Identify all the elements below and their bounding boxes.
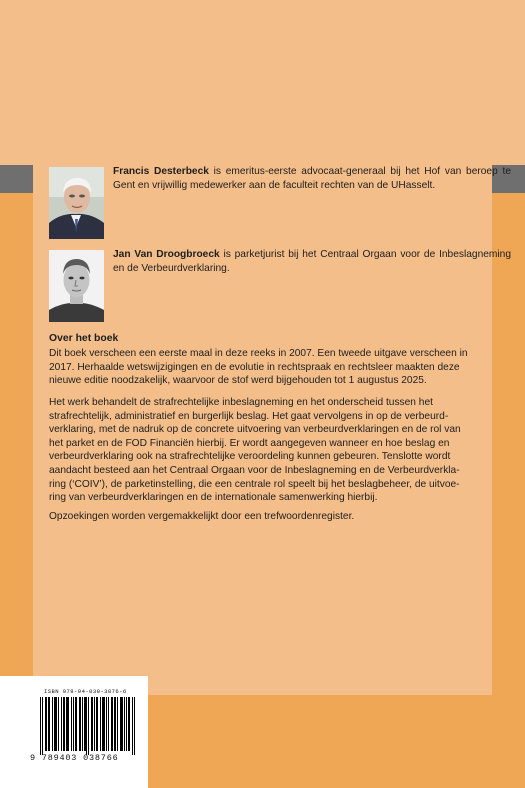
barcode-bar xyxy=(75,697,76,751)
barcode-bar xyxy=(46,697,47,751)
barcode-bar xyxy=(102,697,103,751)
barcode-bar xyxy=(111,697,112,751)
barcode-bar xyxy=(61,697,62,751)
barcode-bar xyxy=(84,697,85,751)
barcode-bar xyxy=(108,697,109,751)
about-paragraph-2: Het werk behandelt de strafrechtelijke inbeslagneming en het onderscheid tussen het strafrechtelijk, administratief en burgerlijk beslag. Het gaat vervolgens in op de verbeurd-verklaring, met de nadruk op de concrete uitvoering van verbeurdverklaringen en de rol van het parket en de FOD Financiën hierbij. Er wordt aangegeven wanneer en hoe beslag en verbeurdverklaring ook na strafrechtelijke veroordeling kunnen gebeuren. Tenslotte wordt aandacht besteed aan het Centraal Orgaan voor de Inbeslagneming en de Verbeurdverkla-ring (‘COIV’), de parketinstelling, die een centrale rol speelt bij het beslagbeheer, de uitvoe-ring van verbeurdverklaringen en de internationale samenwerking hierbij. xyxy=(49,397,461,504)
barcode-bar xyxy=(54,697,55,751)
barcode-bar xyxy=(122,697,123,751)
barcode-bar xyxy=(40,697,41,755)
author-bio-text-1: is emeritus-eerste advocaat-generaal bij het Hof van beroep te Gent en vrijwillig medewerker aan de faculteit rechten van de UHasselt. xyxy=(113,166,511,192)
author-photo-2 xyxy=(49,250,104,322)
barcode-bar xyxy=(63,697,64,751)
barcode-bar xyxy=(103,697,104,751)
barcode-bar xyxy=(58,697,59,751)
barcode-bar xyxy=(88,697,89,755)
barcode-digits: 9 789403 038766 xyxy=(30,753,119,763)
barcode-bar xyxy=(94,697,95,751)
about-title: Over het boek xyxy=(49,333,119,344)
barcode-bar xyxy=(56,697,57,751)
left-orange-band xyxy=(0,193,33,695)
barcode-bar xyxy=(55,697,56,751)
isbn-label: ISBN 978-94-030-3876-6 xyxy=(44,688,127,695)
barcode-bar xyxy=(96,697,97,751)
barcode-bar xyxy=(66,697,67,751)
barcode-bar xyxy=(52,697,53,751)
barcode-bar xyxy=(128,697,129,751)
barcode-bar xyxy=(114,697,115,751)
barcode-bar xyxy=(42,697,43,755)
barcode-bar xyxy=(124,697,125,751)
barcode-bar xyxy=(115,697,116,751)
barcode-bar xyxy=(132,697,133,755)
author-bio-text-2: is parketjurist bij het Centraal Orgaan voor de Inbeslagneming en de Verbeurdverklaring. xyxy=(113,249,511,275)
barcode-bar xyxy=(73,697,74,751)
portrait-icon xyxy=(49,250,104,322)
barcode-bar xyxy=(134,697,135,755)
barcode-bar xyxy=(86,697,87,755)
barcode-bar xyxy=(49,697,50,751)
barcode-bar xyxy=(76,697,77,751)
barcode-bar xyxy=(120,697,121,751)
left-gray-tab xyxy=(0,165,33,193)
barcode-bar xyxy=(91,697,92,751)
author-photo-1 xyxy=(49,167,104,239)
about-paragraph-1: Dit boek verscheen een eerste maal in deze reeks in 2007. Een tweede uitgave verscheen in 2017. Herhaalde wetswijzigingen en de evolutie in rechtspraak en rechtsleer maakten deze nieuwe editie noodzakelijk, waarvoor de stof werd bijgehouden tot 1 augustus 2025. xyxy=(49,348,468,387)
barcode-bar xyxy=(97,697,98,751)
barcode-bar xyxy=(48,697,49,751)
barcode-bar xyxy=(121,697,122,751)
barcode-bar xyxy=(106,697,107,751)
barcode-bar xyxy=(126,697,127,751)
barcode-bar xyxy=(100,697,101,751)
author-bio-1 xyxy=(113,165,511,194)
barcode-bar xyxy=(67,697,68,751)
about-paragraph-3: Opzoekingen worden vergemakkelijkt door een trefwoordenregister. xyxy=(49,511,355,522)
author-name-2: Jan Van Droogbroeck xyxy=(113,249,220,260)
barcode-bar xyxy=(68,697,69,751)
barcode-bar xyxy=(64,697,65,751)
barcode-bar xyxy=(129,697,130,751)
barcode-bar xyxy=(112,697,113,751)
author-bio-2 xyxy=(113,248,511,277)
barcode-bar xyxy=(104,697,105,751)
barcode-bar xyxy=(45,697,46,751)
portrait-icon xyxy=(49,167,104,239)
barcode-bar xyxy=(85,697,86,751)
barcode-bars xyxy=(40,697,140,755)
barcode-bar xyxy=(82,697,83,751)
barcode-bar xyxy=(117,697,118,751)
author-name-1: Francis Desterbeck xyxy=(113,166,209,177)
barcode-bar xyxy=(71,697,72,751)
barcode-bar xyxy=(80,697,81,751)
barcode-bar xyxy=(79,697,80,751)
barcode-bar xyxy=(92,697,93,751)
